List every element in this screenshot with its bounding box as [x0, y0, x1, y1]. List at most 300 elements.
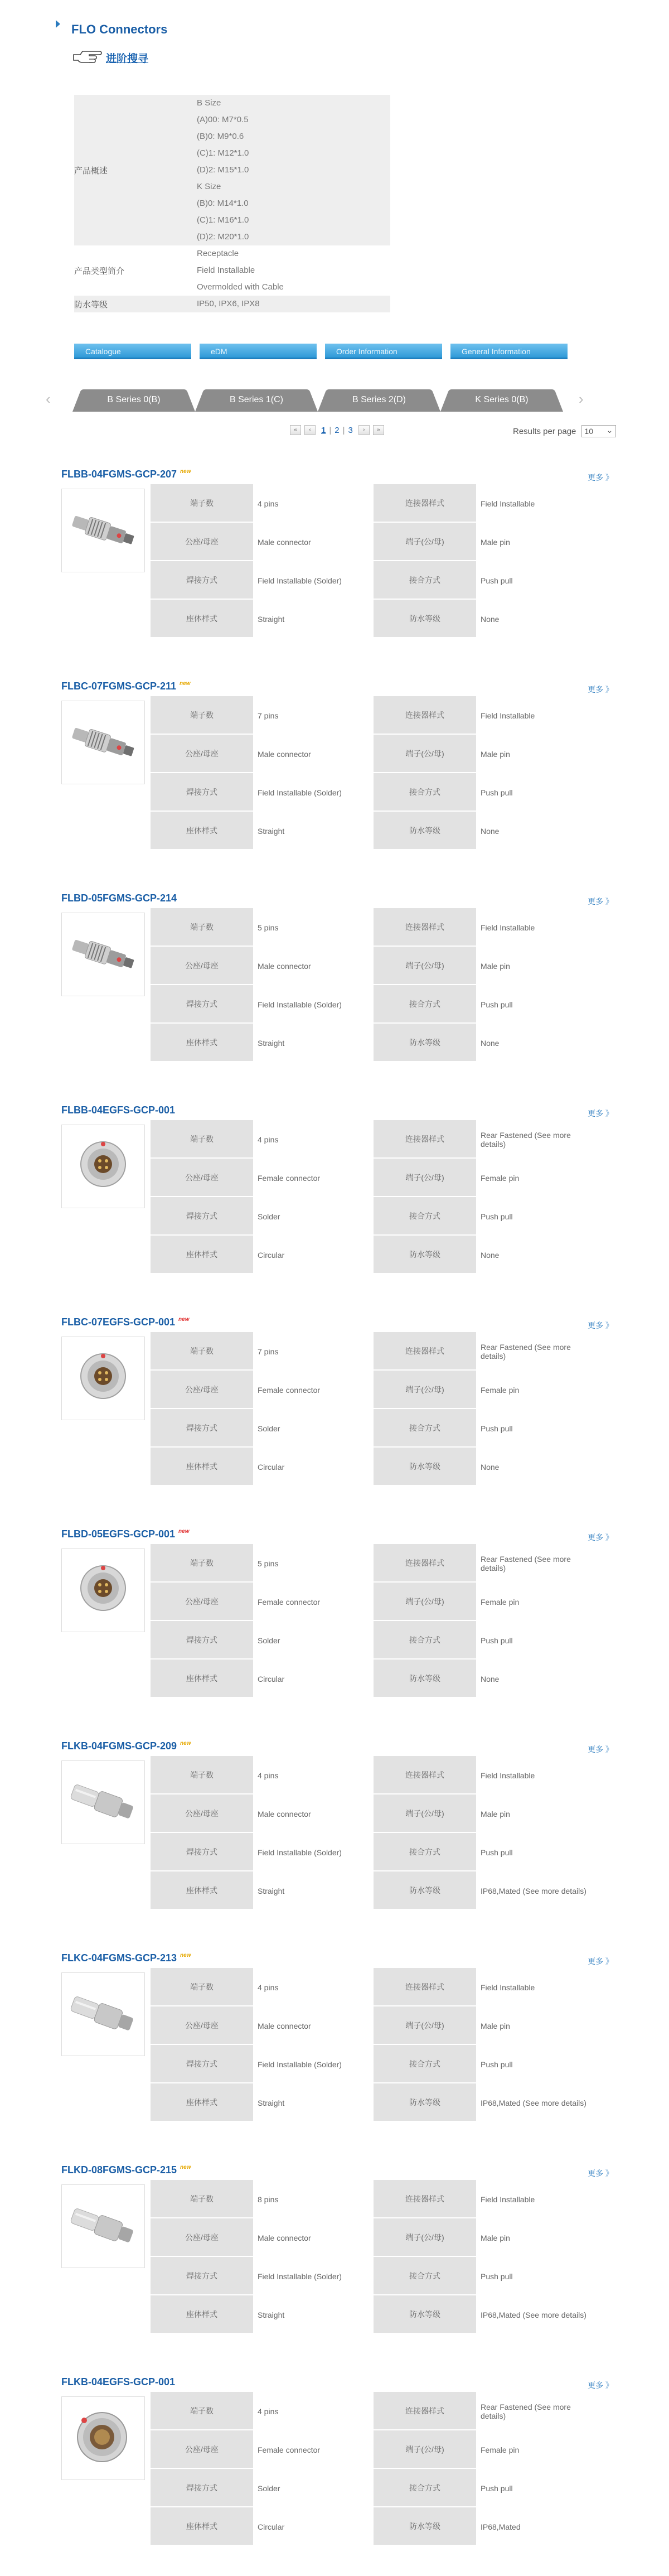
spec-value: Male connector: [253, 735, 374, 773]
spec-grid-row: [151, 1409, 597, 1448]
spec-grid-row: [151, 1024, 597, 1062]
product-name: FLKC-04FGMS-GCP-213: [61, 1952, 177, 1964]
spec-row-type: [74, 245, 390, 296]
spec-label: 公座/母座: [151, 2430, 253, 2469]
spec-grid-row: [151, 908, 597, 947]
spec-label: 公座/母座: [151, 2006, 253, 2045]
product-spec-grid: [151, 908, 597, 1062]
product-card: [61, 1528, 613, 1729]
results-per-page-label: Results per page: [513, 426, 576, 436]
spec-grid-row: [151, 2006, 597, 2045]
spec-value: Field Installable (Solder): [253, 561, 374, 600]
spec-value: IP68,Mated (See more details): [481, 2310, 586, 2319]
spec-grid-row: [151, 1756, 597, 1794]
tab-label: B Series 1(C): [229, 395, 284, 404]
spec-label: 公座/母座: [151, 1583, 253, 1621]
spec-grid-row: [151, 773, 597, 812]
new-badge: new: [180, 1740, 191, 1747]
tab-k-series-0[interactable]: [440, 389, 563, 412]
spec-label: 连接器样式: [374, 1544, 476, 1583]
spec-value: Push pull: [481, 788, 513, 797]
spec-grid-row: [151, 2180, 597, 2218]
spec-value: Field Installable: [481, 1982, 535, 1992]
spec-grid-row: [151, 2083, 597, 2122]
spec-value: None: [481, 1038, 500, 1048]
spec-value: Field Installable (Solder): [253, 2257, 374, 2295]
spec-value: Push pull: [481, 2271, 513, 2281]
catalogue-button[interactable]: Catalogue: [74, 344, 191, 359]
spec-value: Solder: [253, 2469, 374, 2507]
spec-grid-row: [151, 2392, 597, 2430]
more-link[interactable]: 更多 》: [588, 1957, 613, 1966]
last-page-button[interactable]: »: [373, 425, 384, 435]
spec-label: 接合方式: [374, 2045, 476, 2083]
spec-value: Field Installable (Solder): [253, 773, 374, 812]
spec-label: 端子数: [151, 908, 253, 947]
spec-value: B Size: [197, 98, 221, 108]
spec-label: 公座/母座: [151, 947, 253, 985]
next-page-button[interactable]: ›: [358, 425, 370, 435]
new-badge: new: [178, 1528, 190, 1535]
spec-label: 端子数: [151, 484, 253, 523]
product-name-link[interactable]: [61, 2164, 191, 2176]
spec-value: Field Installable (Solder): [253, 2045, 374, 2083]
spec-label: 座体样式: [151, 2507, 253, 2546]
product-card: [61, 2376, 613, 2576]
product-card: [61, 1316, 613, 1517]
spec-label: 防水等级: [374, 1871, 476, 1910]
page-separator: |: [342, 425, 345, 435]
spec-value: Straight: [253, 2295, 374, 2334]
product-spec-grid: [151, 696, 597, 850]
document-buttons: [74, 344, 568, 359]
spec-value: Field Installable: [481, 711, 535, 720]
spec-label: 防水等级: [374, 2295, 476, 2334]
tab-b-series-1[interactable]: [195, 389, 318, 412]
spec-grid-row: [151, 600, 597, 638]
spec-label: 焊接方式: [151, 1621, 253, 1660]
spec-label: 端子数: [151, 1120, 253, 1159]
more-link[interactable]: 更多 》: [588, 1745, 613, 1754]
product-name-link[interactable]: [61, 1104, 175, 1116]
spec-value: Solder: [253, 1621, 374, 1660]
series-tabs: [39, 385, 597, 413]
product-spec-grid: [151, 1544, 597, 1698]
spec-grid-row: [151, 1583, 597, 1621]
spec-label: 端子数: [151, 696, 253, 735]
spec-grid-row: [151, 2257, 597, 2295]
spec-label: 接合方式: [374, 2469, 476, 2507]
spec-value: Female pin: [481, 1385, 520, 1395]
more-link[interactable]: 更多 》: [588, 2169, 613, 2178]
results-per-page-select[interactable]: 10 ⌄: [581, 425, 616, 437]
more-link[interactable]: 更多 》: [588, 897, 613, 906]
spec-label: 焊接方式: [151, 1409, 253, 1448]
more-link[interactable]: 更多 》: [588, 1321, 613, 1330]
spec-value: (B)0: M9*0.6: [197, 132, 244, 141]
spec-label: 连接器样式: [374, 696, 476, 735]
spec-grid-row: [151, 484, 597, 523]
page-separator: |: [329, 425, 332, 435]
spec-value: IP68,Mated (See more details): [481, 1886, 586, 1895]
spec-value: Push pull: [481, 1424, 513, 1433]
spec-value: 4 pins: [253, 2392, 374, 2430]
product-thumbnail[interactable]: [61, 701, 145, 784]
page-1-link[interactable]: 1: [321, 425, 326, 435]
page-title: FLO Connectors: [71, 22, 168, 36]
product-name: FLBD-05EGFS-GCP-001: [61, 1528, 176, 1540]
spec-value: Push pull: [481, 1636, 513, 1645]
first-page-button[interactable]: «: [290, 425, 301, 435]
spec-value: Field Installable: [481, 2194, 535, 2204]
spec-value: Field Installable: [197, 266, 255, 275]
spec-value: Female connector: [253, 2430, 374, 2469]
spec-label: 连接器样式: [374, 1332, 476, 1371]
product-name: FLKB-04FGMS-GCP-209: [61, 1740, 177, 1752]
spec-label: 焊接方式: [151, 2045, 253, 2083]
spec-grid-row: [151, 561, 597, 600]
product-spec-grid: [151, 2180, 597, 2334]
spec-value: Push pull: [481, 2059, 513, 2069]
spec-label: 产品类型简介: [74, 266, 125, 276]
spec-value: (B)0: M14*1.0: [197, 199, 249, 208]
spec-label: 连接器样式: [374, 484, 476, 523]
spec-value: (D)2: M15*1.0: [197, 165, 249, 175]
product-name: FLBC-07FGMS-GCP-211: [61, 681, 177, 692]
spec-value: Field Installable: [481, 499, 535, 508]
spec-value: 5 pins: [253, 908, 374, 947]
product-name-link[interactable]: [61, 1740, 191, 1752]
page-2-link[interactable]: 2: [334, 425, 340, 435]
pagination: [290, 425, 387, 435]
spec-label: 座体样式: [151, 812, 253, 850]
chevron-left-icon[interactable]: ‹: [46, 390, 51, 407]
spec-value: (A)00: M7*0.5: [197, 115, 249, 124]
spec-label: 座体样式: [151, 1024, 253, 1062]
spec-value: 7 pins: [253, 1332, 374, 1371]
spec-grid-row: [151, 2430, 597, 2469]
product-name-link[interactable]: [61, 1316, 190, 1328]
spec-value: IP68,Mated: [481, 2522, 521, 2531]
product-thumbnail[interactable]: [61, 2184, 145, 2268]
spec-label: 端子(公/母): [374, 1371, 476, 1409]
spec-label: 公座/母座: [151, 1794, 253, 1833]
spec-value: (D)2: M20*1.0: [197, 232, 249, 242]
spec-value: 4 pins: [253, 1120, 374, 1159]
new-badge: new: [178, 1316, 190, 1323]
spec-grid-row: [151, 985, 597, 1024]
spec-value: Straight: [253, 600, 374, 638]
spec-value: Straight: [253, 1024, 374, 1062]
spec-label: 公座/母座: [151, 735, 253, 773]
product-thumbnail[interactable]: [61, 1337, 145, 1420]
spec-label: 焊接方式: [151, 2257, 253, 2295]
spec-label: 连接器样式: [374, 908, 476, 947]
spec-label: 端子数: [151, 2180, 253, 2218]
connector-socket-image: [62, 1337, 144, 1420]
spec-value: Straight: [253, 812, 374, 850]
product-name-link[interactable]: [61, 469, 191, 480]
product-spec-grid: [151, 1756, 597, 1910]
spec-label: 端子数: [151, 1332, 253, 1371]
edm-button[interactable]: eDM: [200, 344, 317, 359]
spec-value: Push pull: [481, 2483, 513, 2493]
tab-b-series-0[interactable]: [72, 389, 195, 412]
product-card: [61, 1104, 613, 1305]
product-spec-grid: [151, 2392, 597, 2546]
product-thumbnail[interactable]: [61, 2396, 145, 2480]
spec-value: Rear Fastened (See more details): [481, 1342, 571, 1361]
spec-value: Straight: [253, 2083, 374, 2122]
spec-value: Male pin: [481, 2021, 510, 2030]
spec-label: 座体样式: [151, 2295, 253, 2334]
connector-socket-image: [62, 1125, 144, 1208]
spec-grid-row: [151, 1197, 597, 1236]
spec-label: 公座/母座: [151, 523, 253, 561]
spec-grid-row: [151, 1621, 597, 1660]
product-thumbnail[interactable]: [61, 913, 145, 996]
spec-value: Rear Fastened (See more details): [481, 1130, 571, 1149]
spec-value: Field Installable: [481, 1771, 535, 1780]
spec-value: Male connector: [253, 1794, 374, 1833]
spec-value: 7 pins: [253, 696, 374, 735]
spec-label: 连接器样式: [374, 1968, 476, 2006]
spec-values: [197, 245, 390, 296]
spec-value: 4 pins: [253, 1756, 374, 1794]
spec-row-overview: [74, 95, 390, 245]
spec-label: 座体样式: [151, 1236, 253, 1274]
spec-label: 接合方式: [374, 773, 476, 812]
spec-label: 防水等级: [374, 2083, 476, 2122]
spec-value: Male connector: [253, 2218, 374, 2257]
spec-label: 接合方式: [374, 1409, 476, 1448]
spec-label: 焊接方式: [151, 1197, 253, 1236]
spec-value: Male connector: [253, 523, 374, 561]
spec-label: 连接器样式: [374, 1756, 476, 1794]
spec-label: 防水等级: [374, 1660, 476, 1698]
spec-value: Overmolded with Cable: [197, 282, 284, 292]
spec-grid-row: [151, 947, 597, 985]
product-name-link[interactable]: [61, 893, 177, 904]
spec-value: Female connector: [253, 1159, 374, 1197]
spec-label: 端子(公/母): [374, 1794, 476, 1833]
product-name: FLKD-08FGMS-GCP-215: [61, 2164, 177, 2175]
spec-grid-row: [151, 1544, 597, 1583]
spec-grid-row: [151, 1794, 597, 1833]
product-name-link[interactable]: [61, 2376, 175, 2388]
spec-label: 产品概述: [74, 166, 108, 176]
product-name-link[interactable]: [61, 1952, 191, 1964]
spec-grid-row: [151, 1332, 597, 1371]
spec-grid-row: [151, 735, 597, 773]
spec-label: 连接器样式: [374, 2392, 476, 2430]
general-information-button[interactable]: General Information: [450, 344, 568, 359]
product-spec-grid: [151, 1332, 597, 1486]
spec-value: Field Installable (Solder): [253, 985, 374, 1024]
spec-value: None: [481, 826, 500, 836]
spec-label: 防水等级: [374, 600, 476, 638]
spec-label: 焊接方式: [151, 1833, 253, 1871]
connector-plug-image: [62, 1761, 144, 1844]
tab-label: B Series 0(B): [107, 395, 161, 404]
spec-grid-row: [151, 2218, 597, 2257]
more-link[interactable]: 更多 》: [588, 2381, 613, 2390]
spec-grid-row: [151, 1120, 597, 1159]
spec-value: Female connector: [253, 1371, 374, 1409]
spec-value: IP68,Mated (See more details): [481, 2098, 586, 2107]
spec-value: Field Installable: [481, 923, 535, 932]
spec-value: Female pin: [481, 1597, 520, 1607]
spec-grid-row: [151, 523, 597, 561]
spec-label: 接合方式: [374, 1197, 476, 1236]
product-card: [61, 1952, 613, 2153]
spec-label: 公座/母座: [151, 1371, 253, 1409]
spec-value: (C)1: M12*1.0: [197, 148, 249, 158]
connector-socket-image: [62, 2397, 144, 2479]
spec-label: 座体样式: [151, 1660, 253, 1698]
spec-label: 端子数: [151, 1968, 253, 2006]
spec-label: 防水等级: [74, 300, 108, 310]
prev-page-button[interactable]: ‹: [304, 425, 316, 435]
more-link[interactable]: 更多 》: [588, 1109, 613, 1118]
spec-value: None: [481, 1462, 500, 1472]
spec-values: [197, 95, 390, 245]
product-name: FLBC-07EGFS-GCP-001: [61, 1316, 176, 1328]
spec-label: 端子(公/母): [374, 735, 476, 773]
spec-label: 公座/母座: [151, 2218, 253, 2257]
spec-label: 端子(公/母): [374, 947, 476, 985]
product-thumbnail[interactable]: [61, 1125, 145, 1208]
spec-value: Rear Fastened (See more details): [481, 2402, 571, 2420]
product-spec-table: [74, 95, 390, 312]
tab-b-series-2[interactable]: [318, 389, 440, 412]
more-link[interactable]: 更多 》: [588, 685, 613, 694]
spec-value: Male pin: [481, 1809, 510, 1818]
spec-value: Circular: [253, 1448, 374, 1486]
connector-plug-image: [62, 489, 144, 572]
spec-value: 4 pins: [253, 1968, 374, 2006]
spec-grid-row: [151, 1448, 597, 1486]
spec-value: Male pin: [481, 961, 510, 971]
product-spec-grid: [151, 1968, 597, 2122]
spec-value: Push pull: [481, 1212, 513, 1221]
order-information-button[interactable]: Order Information: [325, 344, 442, 359]
spec-grid-row: [151, 1871, 597, 1910]
product-thumbnail[interactable]: [61, 1760, 145, 1844]
spec-label: 接合方式: [374, 985, 476, 1024]
new-badge: new: [180, 1952, 191, 1958]
spec-grid-row: [151, 1660, 597, 1698]
spec-value: Push pull: [481, 1847, 513, 1857]
spec-label: 端子(公/母): [374, 2218, 476, 2257]
spec-value: IP50, IPX6, IPX8: [197, 299, 260, 308]
spec-label: 防水等级: [374, 812, 476, 850]
spec-value: Male pin: [481, 2233, 510, 2242]
page-3-link[interactable]: 3: [348, 425, 353, 435]
spec-label: 端子数: [151, 2392, 253, 2430]
chevron-right-icon[interactable]: ›: [579, 390, 584, 407]
connector-plug-image: [62, 1973, 144, 2056]
new-badge: new: [180, 681, 191, 687]
spec-grid-row: [151, 2507, 597, 2546]
connector-plug-image: [62, 2185, 144, 2268]
spec-value: 5 pins: [253, 1544, 374, 1583]
pointing-hand-icon: [72, 48, 103, 65]
spec-label: 连接器样式: [374, 2180, 476, 2218]
connector-plug-image: [62, 701, 144, 784]
spec-label: 端子(公/母): [374, 2006, 476, 2045]
spec-value: Solder: [253, 1409, 374, 1448]
spec-row-waterproof: [74, 296, 390, 312]
more-link[interactable]: 更多 》: [588, 1533, 613, 1542]
results-per-page: [513, 425, 616, 437]
spec-label: 端子(公/母): [374, 2430, 476, 2469]
product-name: FLBB-04FGMS-GCP-207: [61, 469, 177, 480]
spec-value: Push pull: [481, 1000, 513, 1009]
spec-value: Male pin: [481, 537, 510, 547]
spec-label: 座体样式: [151, 1448, 253, 1486]
spec-grid-row: [151, 1159, 597, 1197]
spec-value: Female connector: [253, 1583, 374, 1621]
spec-label: 端子数: [151, 1544, 253, 1583]
chevron-right-icon: [56, 20, 61, 28]
product-name-link[interactable]: [61, 1528, 190, 1540]
spec-grid-row: [151, 1833, 597, 1871]
product-thumbnail[interactable]: [61, 489, 145, 572]
spec-value: K Size: [197, 182, 221, 191]
spec-grid-row: [151, 1236, 597, 1274]
spec-label: 焊接方式: [151, 2469, 253, 2507]
product-thumbnail[interactable]: [61, 1972, 145, 2056]
more-link[interactable]: 更多 》: [588, 473, 613, 482]
product-spec-grid: [151, 484, 597, 638]
spec-label: 端子(公/母): [374, 1583, 476, 1621]
spec-value: Female pin: [481, 1173, 520, 1183]
product-card: [61, 469, 613, 669]
spec-label: 接合方式: [374, 1621, 476, 1660]
spec-value: Male pin: [481, 749, 510, 759]
product-name-link[interactable]: [61, 681, 191, 692]
spec-value: Circular: [253, 1660, 374, 1698]
product-card: [61, 1740, 613, 1941]
spec-value: Rear Fastened (See more details): [481, 1554, 571, 1572]
new-badge: new: [180, 469, 191, 475]
spec-value: 8 pins: [253, 2180, 374, 2218]
spec-label: 公座/母座: [151, 1159, 253, 1197]
spec-label: 连接器样式: [374, 1120, 476, 1159]
spec-value: Circular: [253, 1236, 374, 1274]
connector-socket-image: [62, 1549, 144, 1632]
spec-value: Receptacle: [197, 249, 239, 258]
new-badge: new: [180, 2164, 191, 2170]
spec-label: 防水等级: [374, 1448, 476, 1486]
product-card: [61, 893, 613, 1093]
spec-grid-row: [151, 2295, 597, 2334]
product-name: FLBB-04EGFS-GCP-001: [61, 1104, 176, 1116]
advanced-search-label[interactable]: 进阶搜寻: [106, 53, 149, 65]
advanced-search-link[interactable]: [72, 45, 184, 68]
spec-value: Male connector: [253, 2006, 374, 2045]
product-thumbnail[interactable]: [61, 1549, 145, 1632]
spec-grid-row: [151, 812, 597, 850]
spec-label: 焊接方式: [151, 985, 253, 1024]
product-name: FLKB-04EGFS-GCP-001: [61, 2376, 176, 2387]
spec-value: Solder: [253, 1197, 374, 1236]
spec-value: None: [481, 1674, 500, 1683]
spec-label: 接合方式: [374, 2257, 476, 2295]
product-spec-grid: [151, 1120, 597, 1274]
spec-value: Female pin: [481, 2445, 520, 2454]
